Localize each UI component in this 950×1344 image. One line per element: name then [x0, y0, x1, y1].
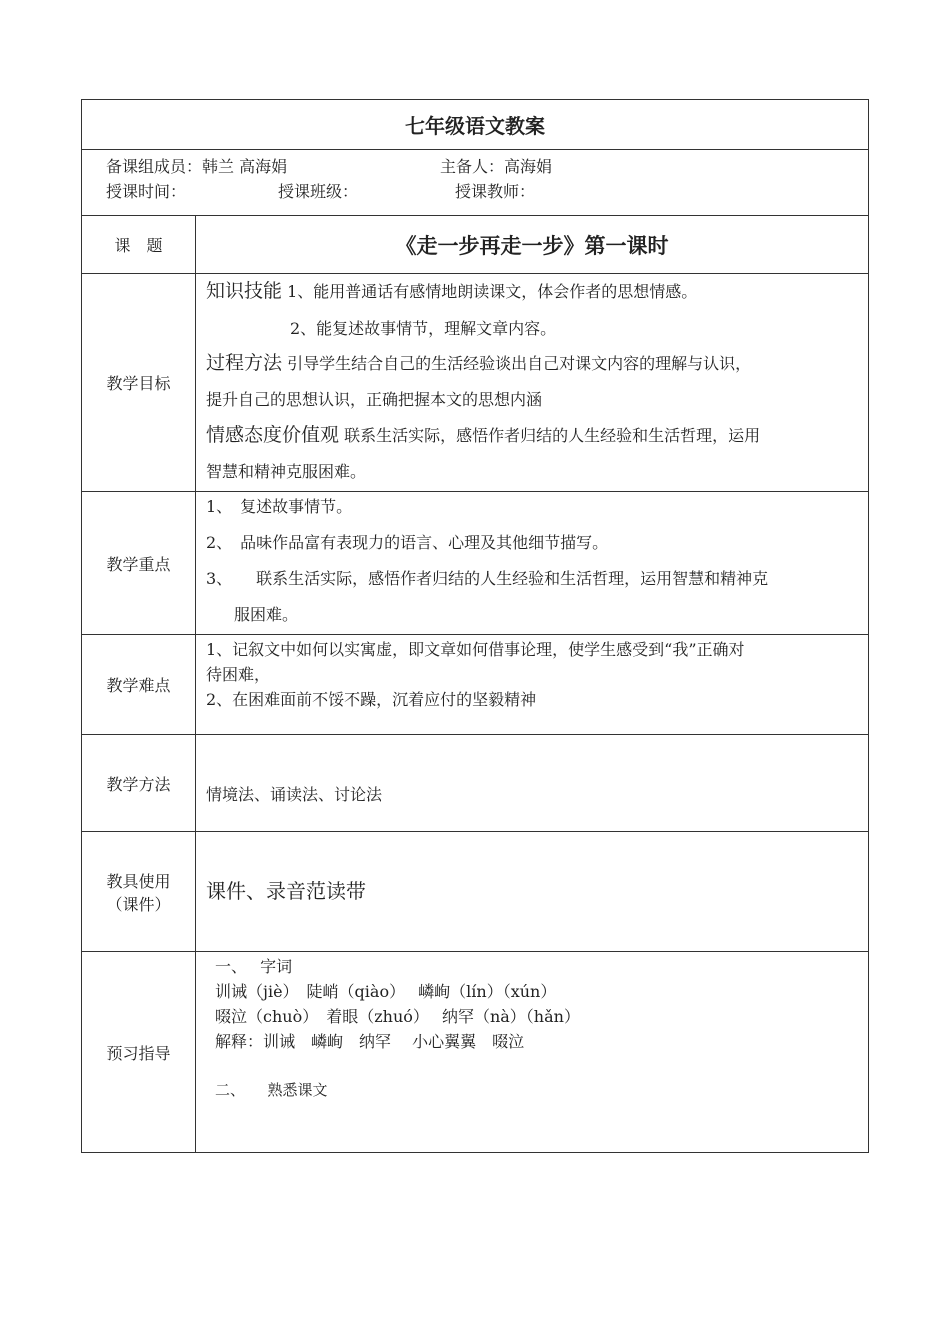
objectives-row — [82, 274, 869, 492]
difficulties-row — [82, 635, 869, 735]
preview-cell — [196, 952, 869, 1153]
info-row — [82, 150, 869, 216]
process-1: 引导学生结合自己的生活经验谈出自己对课文内容的理解与认识， — [282, 354, 752, 373]
methods-text: 情境法、诵读法、讨论法 — [206, 785, 383, 804]
tools-label — [82, 832, 196, 952]
info-cell — [82, 150, 869, 216]
difficulties-cell — [196, 635, 869, 735]
preview-row — [82, 952, 869, 1153]
preview-words-2: 啜泣（chuò） 着眼（zhuó） 纳罕（nà）（hǎn） — [215, 1007, 580, 1026]
emotion-1: 联系生活实际，感悟作者归结的人生经验和生活哲理，运用 — [339, 426, 761, 445]
lead-preparer: 主备人：高海娟 — [440, 157, 553, 176]
key-point-1: 1、 复述故事情节。 — [206, 497, 353, 516]
tools-label-1: 教具使用 — [106, 871, 171, 891]
teaching-time: 授课时间： — [106, 182, 187, 201]
emotion-line — [206, 420, 760, 447]
group-members: 备课组成员：韩兰 高海娟 — [106, 157, 288, 176]
key-points-cell — [196, 492, 869, 635]
teaching-class: 授课班级： — [278, 182, 359, 201]
document-title: 七年级语文教案 — [82, 100, 869, 150]
emotion-2: 智慧和精神克服困难。 — [206, 462, 367, 481]
key-point-3b: 服困难。 — [234, 605, 299, 624]
preview-words-1: 训诫（jiè） 陡峭（qiào） 嶙峋（lín）（xún） — [215, 982, 557, 1001]
methods-label: 教学方法 — [82, 735, 196, 832]
process-head: 过程方法 — [206, 352, 283, 374]
objectives-label: 教学目标 — [82, 274, 196, 492]
key-point-3a: 3、 联系生活实际，感悟作者归结的人生经验和生活哲理，运用智慧和精神克 — [206, 569, 769, 588]
difficulty-line-3: 2、在困难面前不馁不躁，沉着应付的坚毅精神 — [206, 690, 537, 709]
difficulties-label: 教学难点 — [82, 635, 196, 735]
difficulty-line-2: 待困难， — [206, 665, 271, 684]
tools-cell — [196, 832, 869, 952]
lesson-topic: 《走一步再走一步》第一课时 — [196, 216, 869, 274]
key-points-label: 教学重点 — [82, 492, 196, 635]
topic-row — [82, 216, 869, 274]
knowledge-head: 知识技能 — [206, 280, 283, 302]
knowledge-2: 2、能复述故事情节，理解文章内容。 — [290, 319, 557, 338]
methods-row — [82, 735, 869, 832]
topic-label: 课 题 — [82, 216, 196, 274]
preview-heading-1: 一、 字词 — [215, 957, 293, 976]
title-row — [82, 100, 869, 150]
key-points-row — [82, 492, 869, 635]
tools-row — [82, 832, 869, 952]
preview-label: 预习指导 — [82, 952, 196, 1153]
process-2: 提升自己的思想认识，正确把握本文的思想内涵 — [206, 390, 543, 409]
tools-label-2: （课件） — [106, 894, 171, 914]
key-point-2: 2、 品味作品富有表现力的语言、心理及其他细节描写。 — [206, 533, 609, 552]
objectives-cell — [196, 274, 869, 492]
process-line — [206, 348, 751, 375]
tools-text: 课件、录音范读带 — [206, 879, 366, 903]
emotion-head: 情感态度价值观 — [206, 424, 340, 446]
difficulty-line-1: 1、记叙文中如何以实寓虚，即文章如何借事论理，使学生感受到“我”正确对 — [206, 640, 745, 659]
lesson-plan-table — [81, 99, 869, 1153]
methods-cell — [196, 735, 869, 832]
knowledge-line — [206, 276, 697, 303]
preview-explain: 解释：训诫 嶙峋 纳罕 小心翼翼 啜泣 — [215, 1032, 525, 1051]
teacher: 授课教师： — [455, 182, 536, 201]
preview-heading-2: 二、 熟悉课文 — [215, 1081, 328, 1099]
knowledge-1: 1、能用普通话有感情地朗读课文，体会作者的思想情感。 — [282, 282, 698, 301]
